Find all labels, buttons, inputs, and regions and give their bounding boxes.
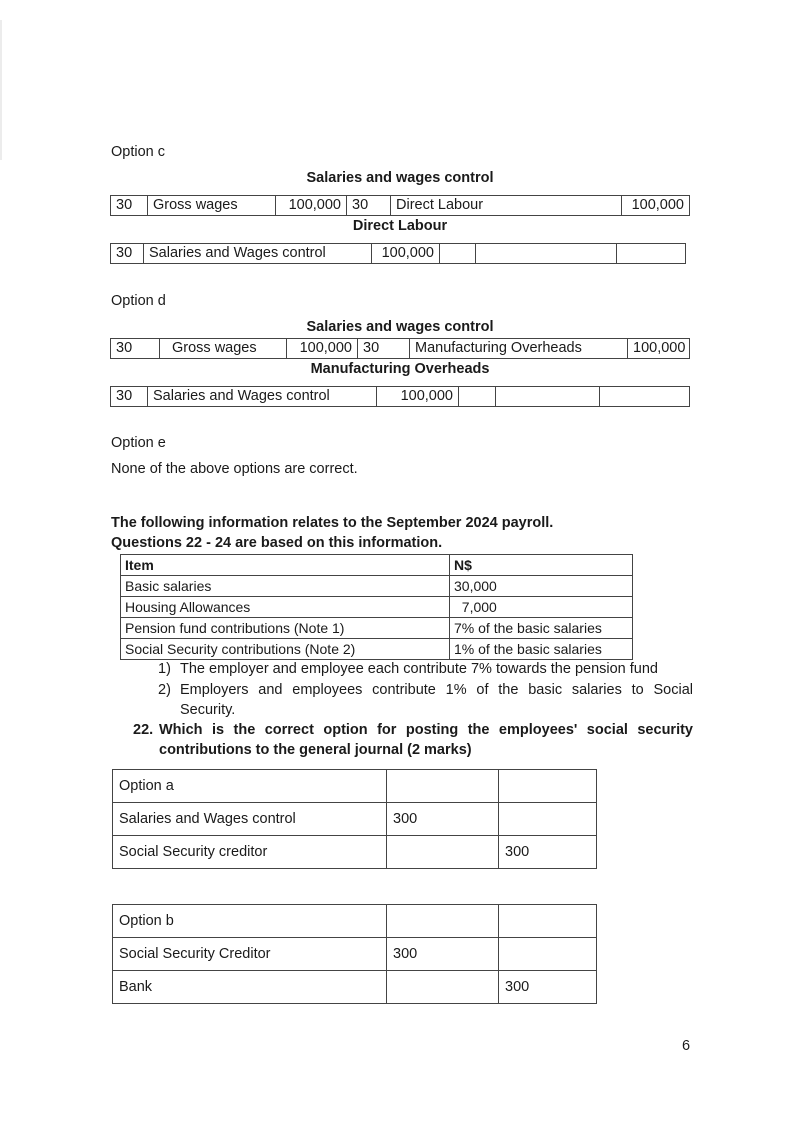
journal-debit: 300 <box>387 803 499 836</box>
journal-header-row <box>113 770 597 803</box>
note-item <box>158 680 693 720</box>
journal-cell <box>387 770 499 803</box>
table-cell: 7% of the basic salaries <box>450 618 633 639</box>
journal-option-label: Option b <box>113 905 387 938</box>
ledger-cell-date: 30 <box>116 197 133 213</box>
table-cell: 1% of the basic salaries <box>450 639 633 660</box>
table-cell: Pension fund contributions (Note 1) <box>121 618 450 639</box>
ledger-cell-date: 30 <box>116 245 133 261</box>
info-intro-line1: The following information relates to the September 2024 payroll. <box>111 515 554 531</box>
table-cell: 30,000 <box>450 576 633 597</box>
journal-account: Social Security creditor <box>113 836 387 869</box>
journal-credit: 300 <box>499 971 597 1004</box>
note-text-line1: Employers and employees contribute 1% of the basic salaries to Social <box>180 682 693 698</box>
journal-debit <box>387 971 499 1004</box>
table-header: N$ <box>450 555 633 576</box>
ledger-cell-amount <box>599 387 689 406</box>
journal-option-label: Option a <box>113 770 387 803</box>
table-cell: Social Security contributions (Note 2) <box>121 639 450 660</box>
table-header: Item <box>121 555 450 576</box>
ledger-cell-amount: 100,000 <box>275 196 346 215</box>
ledger-cell-detail: Salaries and Wages control <box>147 387 376 406</box>
ledger-cell-detail: Gross wages <box>159 339 286 358</box>
option-c-label: Option c <box>111 144 165 160</box>
ledger-cell-amount: 100,000 <box>621 196 689 215</box>
note-number: 2) <box>158 682 171 698</box>
notes-list <box>158 659 693 720</box>
option-d-label: Option d <box>111 293 166 309</box>
option-e-text: None of the above options are correct. <box>111 461 358 477</box>
journal-credit <box>499 938 597 971</box>
journal-account: Bank <box>113 971 387 1004</box>
note-text-line2: Security. <box>180 702 236 718</box>
ledger-cell-date: 30 <box>346 196 390 215</box>
table-cell: Basic salaries <box>121 576 450 597</box>
ledger-cell-amount: 100,000 <box>627 339 689 358</box>
info-intro-line2: Questions 22 - 24 are based on this information. <box>111 535 443 551</box>
scan-edge <box>0 20 2 160</box>
table-cell: 7,000 <box>450 597 633 618</box>
ledger-cell-amount: 100,000 <box>286 339 357 358</box>
ledger-cell-date <box>439 244 475 263</box>
table-row <box>121 639 633 660</box>
option-d-account2-title: Manufacturing Overheads <box>310 361 490 377</box>
question-22 <box>133 720 693 760</box>
journal-debit <box>387 836 499 869</box>
table-row <box>121 597 633 618</box>
journal-cell <box>387 905 499 938</box>
ledger-cell-amount <box>616 244 685 263</box>
option-d-account1-ledger <box>110 338 690 359</box>
ledger-cell-amount: 100,000 <box>371 244 439 263</box>
journal-row <box>113 836 597 869</box>
ledger-cell-detail: Direct Labour <box>390 196 621 215</box>
option-c-account2-ledger <box>110 243 686 264</box>
question-number: 22. <box>133 722 154 738</box>
note-text: The employer and employee each contribute 7% towards the pension fund <box>180 661 658 677</box>
journal-account: Social Security Creditor <box>113 938 387 971</box>
journal-cell <box>499 770 597 803</box>
table-row <box>121 618 633 639</box>
table-cell: Housing Allowances <box>121 597 450 618</box>
ledger-cell-date <box>458 387 495 406</box>
journal-account: Salaries and Wages control <box>113 803 387 836</box>
question-text-line2: contributions to the general journal (2 marks) <box>159 742 472 758</box>
ledger-cell-detail <box>495 387 599 406</box>
journal-row <box>113 803 597 836</box>
table-row <box>121 576 633 597</box>
option-a-journal-table <box>112 769 597 869</box>
option-d-account2-ledger <box>110 386 690 407</box>
ledger-cell-date: 30 <box>357 339 409 358</box>
journal-debit: 300 <box>387 938 499 971</box>
ledger-cell-detail <box>475 244 616 263</box>
option-c-account1-title: Salaries and wages control <box>306 170 494 186</box>
option-b-journal-table <box>112 904 597 1004</box>
journal-row <box>113 938 597 971</box>
ledger-cell-detail: Manufacturing Overheads <box>409 339 627 358</box>
page-number: 6 <box>682 1038 691 1054</box>
journal-row <box>113 971 597 1004</box>
note-number: 1) <box>158 661 171 677</box>
note-item <box>158 659 693 679</box>
option-c-account2-title: Direct Labour <box>352 218 448 234</box>
question-text-line1: Which is the correct option for posting the employees' social security <box>159 722 693 738</box>
payroll-info-table <box>120 554 633 660</box>
journal-credit: 300 <box>499 836 597 869</box>
option-c-account1-ledger <box>110 195 690 216</box>
option-d-account1-title: Salaries and wages control <box>306 319 494 335</box>
option-e-label: Option e <box>111 435 166 451</box>
table-header-row <box>121 555 633 576</box>
ledger-cell-date: 30 <box>116 340 133 356</box>
journal-header-row <box>113 905 597 938</box>
journal-credit <box>499 803 597 836</box>
ledger-cell-amount: 100,000 <box>376 387 458 406</box>
ledger-cell-detail: Gross wages <box>147 196 275 215</box>
ledger-cell-detail: Salaries and Wages control <box>143 244 371 263</box>
journal-cell <box>499 905 597 938</box>
ledger-cell-date: 30 <box>116 388 133 404</box>
